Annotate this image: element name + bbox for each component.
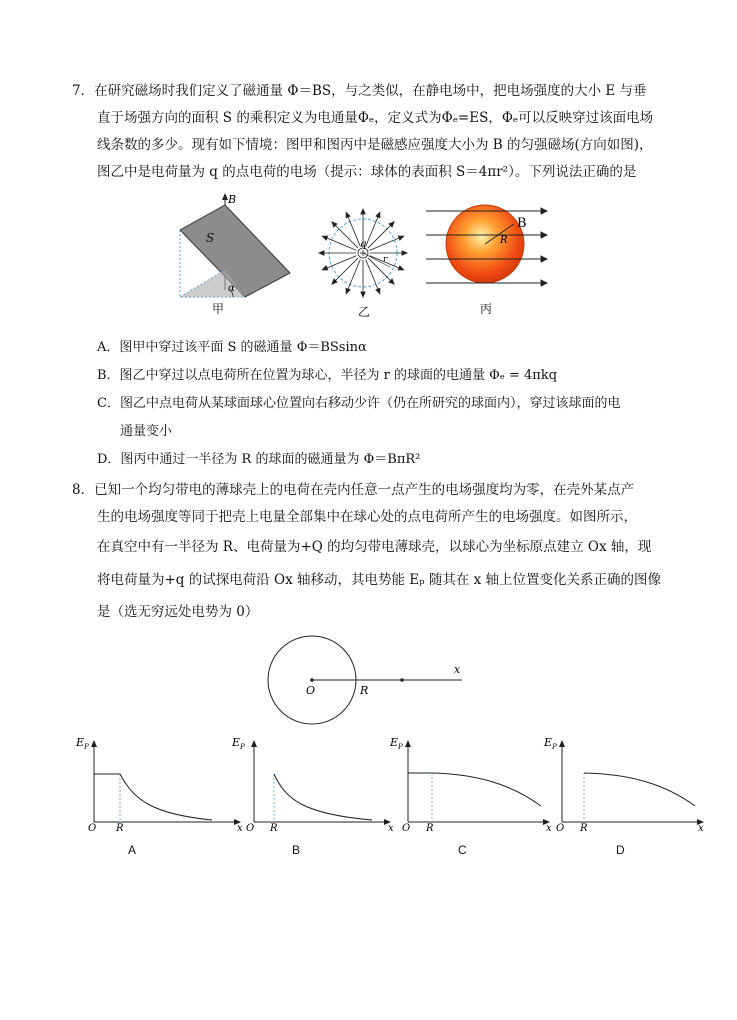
field-line (322, 236, 356, 250)
field-line (369, 236, 403, 250)
q7-option-c-cont: 通量变小 (120, 424, 173, 439)
field-arrowhead (402, 251, 407, 255)
figure-bing (422, 200, 552, 300)
q7-option-d[interactable]: D．图丙中通过一半径为 R 的球面的磁通量为 Φ＝BπR² (97, 452, 421, 467)
field-arrowhead (322, 266, 327, 270)
origin-o-label: O (306, 684, 316, 697)
field-line (366, 259, 380, 293)
graph-a-ylabel: E (76, 736, 85, 749)
q7-option-c[interactable]: C．图乙中点电荷从某球面球心位置向右移动少许（仍在所研究的球面内），穿过该球面的电 (97, 396, 621, 411)
graph-b (232, 732, 402, 832)
graph-d-xlabel: x (698, 823, 704, 832)
field-arrowhead (346, 212, 350, 217)
q8-line-1: 8．已知一个均匀带电的薄球壳上的电荷在壳内任意一点产生的电场强度均为零，在壳外某点产 (72, 482, 635, 498)
radius-r-label: r (383, 255, 388, 265)
graph-d-ysub: P (552, 743, 557, 751)
graph-c (386, 732, 561, 832)
field-line (368, 222, 394, 248)
graph-c-ysub: P (398, 743, 403, 751)
graph-a (72, 732, 255, 832)
field-line (366, 212, 380, 246)
graph-b-xlabel: x (388, 823, 394, 832)
figure-yi (316, 204, 411, 304)
q7-line-4: 图乙中是电荷量为 q 的点电荷的电场（提示：球体的表面积 S＝4πr²）。下列说法正确的是 (97, 164, 637, 180)
graph-b-label[interactable]: B (292, 843, 301, 857)
q7-option-b[interactable]: B．图乙中穿过以点电荷所在位置为球心，半径为 r 的球面的电通量 Φₑ = 4πkq (97, 368, 558, 383)
graph-c-xlabel: x (546, 823, 552, 832)
sphere-axis-diagram (262, 632, 472, 732)
graph-b-r: R (270, 823, 278, 832)
q7-line-2: 直于场强方向的面积 S 的乘积定义为电通量Φₑ，定义式为Φₑ=ES，Φₑ可以反映穿过该面电场 (97, 110, 654, 126)
field-line (346, 259, 360, 293)
alpha-label: α (228, 283, 235, 294)
graph-a-origin: O (88, 823, 97, 832)
field-line (346, 212, 360, 246)
graph-b-origin: O (246, 823, 255, 832)
field-arrowhead (322, 236, 327, 240)
field-arrowhead (398, 236, 403, 240)
graph-d-r: R (580, 823, 588, 832)
figure-label-yi: 乙 (358, 305, 371, 319)
figure-jia (170, 190, 295, 305)
field-arrowhead (398, 266, 403, 270)
field-arrowhead (376, 288, 380, 293)
radius-r-big-label: R (500, 235, 508, 246)
q8-line-3: 在真空中有一半径为 R、电荷量为+Q 的均匀带电薄球壳，以球心为坐标原点建立 Ox 轴，现 (97, 539, 652, 555)
q8-line-2: 生的电场强度等同于把壳上电量全部集中在球心处的点电荷所产生的电场强度。如图所示， (97, 509, 637, 525)
field-arrowhead (376, 212, 380, 217)
field-arrowhead (346, 288, 350, 293)
field-line (332, 258, 358, 284)
field-b-label: B (517, 216, 527, 231)
graph-a-r: R (116, 823, 124, 832)
axis-x-label: x (454, 663, 461, 676)
graph-d-label[interactable]: D (616, 843, 625, 857)
graph-c-ylabel: E (390, 736, 399, 749)
figure-label-jia: 甲 (212, 302, 225, 316)
graph-c-origin: O (402, 823, 411, 832)
figure-label-bing: 丙 (480, 302, 493, 316)
field-arrowhead (361, 292, 365, 297)
charge-q-label: q (360, 239, 367, 250)
graph-b-ylabel: E (232, 736, 241, 749)
field-line (322, 256, 356, 270)
graph-a-xlabel: x (237, 823, 243, 832)
q7-line-1: 7．在研究磁场时我们定义了磁通量 Φ＝BS，与之类似，在静电场中，把电场强度的大小 E 与垂 (72, 83, 647, 99)
graph-d-ylabel: E (544, 736, 553, 749)
field-line (368, 258, 394, 284)
b-field-label: B (228, 193, 237, 206)
q8-line-4: 将电荷量为+q 的试探电荷沿 Ox 轴移动，其电势能 Eₚ 随其在 x 轴上位置变化关系正确的图像 (97, 572, 662, 588)
area-s-label: S (206, 231, 215, 245)
graph-a-label[interactable]: A (128, 843, 137, 857)
graph-d-origin: O (556, 823, 565, 832)
q7-option-a[interactable]: A．图甲中穿过该平面 S 的磁通量 Φ＝BSsinα (97, 340, 367, 355)
graph-b-ysub: P (240, 743, 245, 751)
graph-a-ysub: P (84, 743, 89, 751)
q8-line-5: 是（选无穷远处电势为 0） (97, 604, 259, 620)
field-line (332, 222, 358, 248)
graph-c-r: R (426, 823, 434, 832)
field-arrowhead (361, 209, 365, 214)
graph-c-label[interactable]: C (458, 843, 467, 857)
q7-line-3: 线条数的多少。现有如下情境：图甲和图丙中是磁感应强度大小为 B 的匀强磁场(方向如图)， (97, 137, 653, 153)
radius-r-mark: R (360, 684, 369, 697)
field-arrowhead (319, 251, 324, 255)
graph-d (540, 732, 720, 832)
